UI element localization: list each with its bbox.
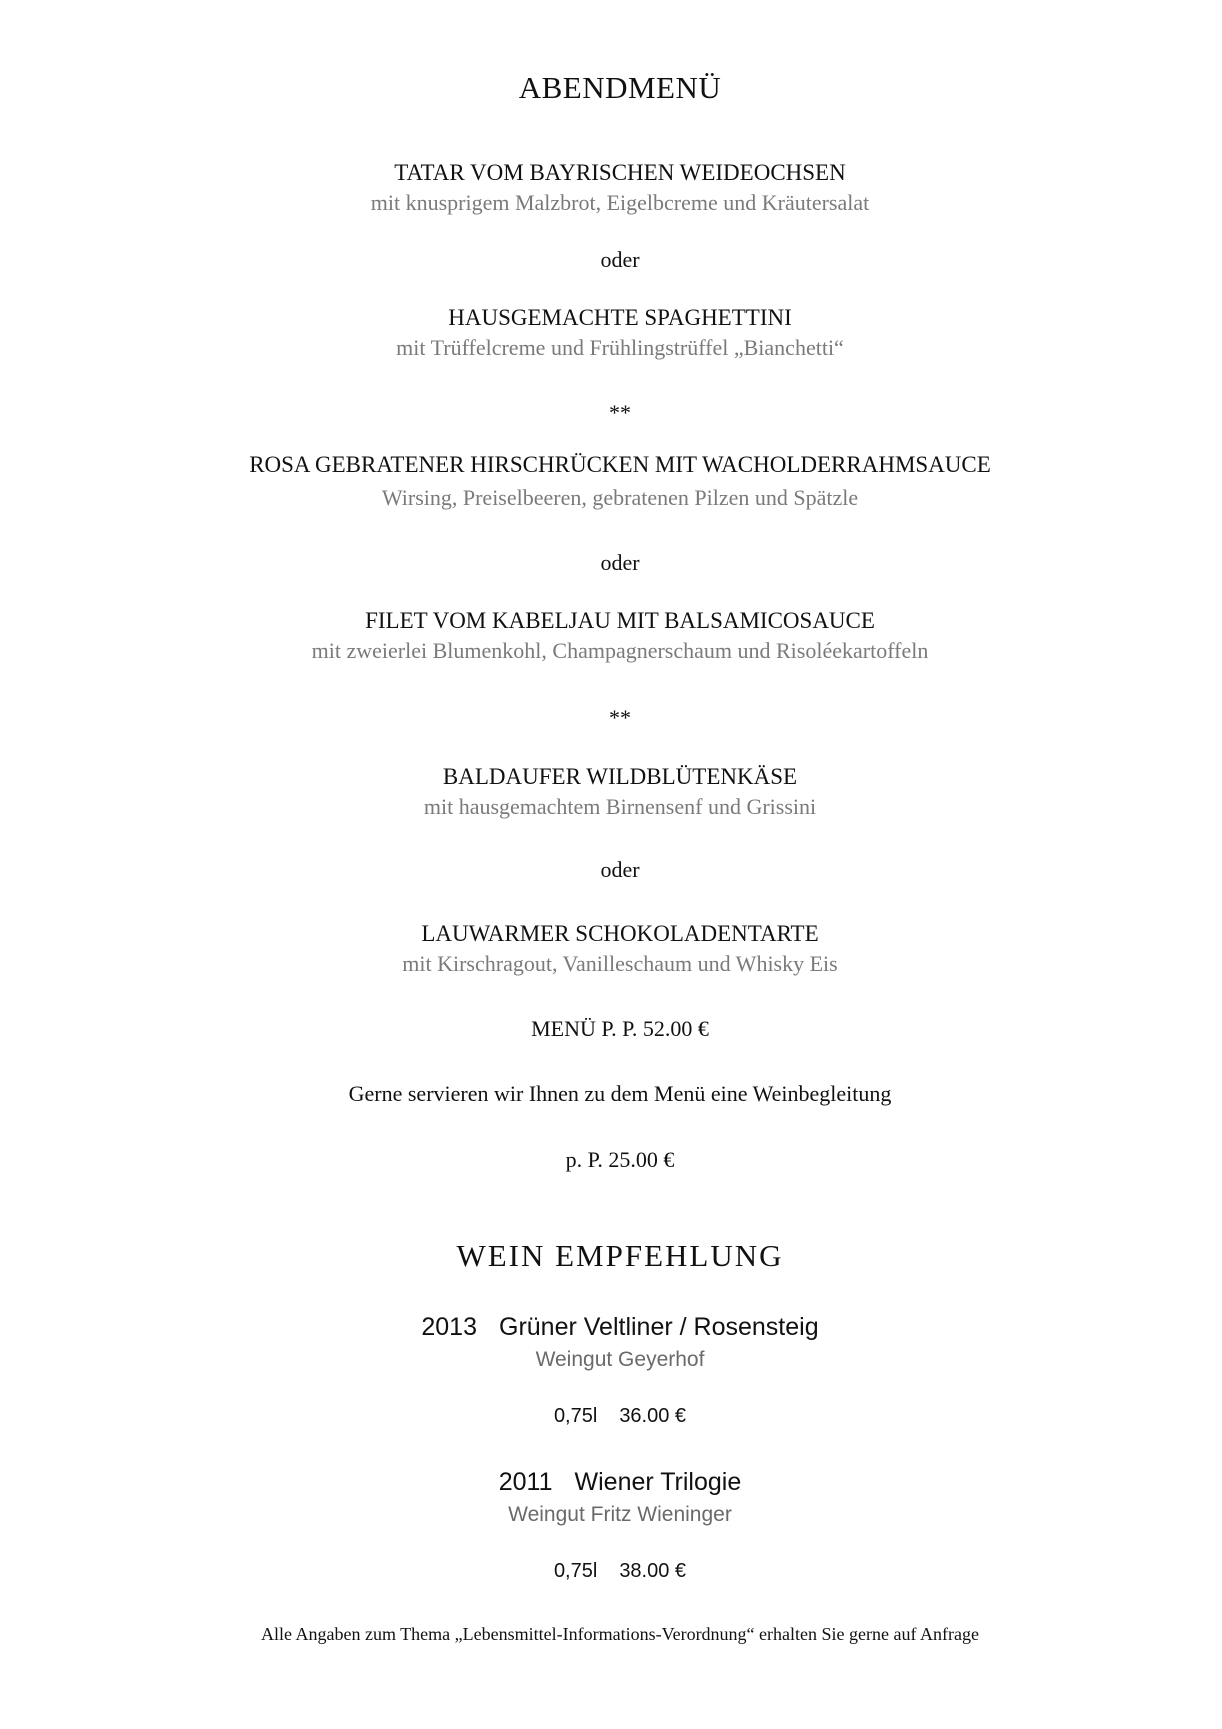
wine-1-volume: 0,75l xyxy=(553,1405,598,1427)
dessert2-name: LAUWARMER SCHOKOLADENTARTE xyxy=(421,921,819,946)
wine-2-price: 38.00 € xyxy=(619,1560,687,1582)
menu-title: ABENDMENÜ xyxy=(518,70,722,105)
wine-2-winery: Weingut Fritz Wieninger xyxy=(508,1503,732,1526)
dessert1-desc: mit hausgemachtem Birnensenf und Grissini xyxy=(423,794,817,819)
dessert2-desc: mit Kirschragout, Vanilleschaum und Whisky Eis xyxy=(402,951,838,976)
main2-desc: mit zweierlei Blumenkohl, Champagnerschaum und Risoléekartoffeln xyxy=(311,638,929,663)
menu-price: MENÜ P. P. 52.00 € xyxy=(531,1016,709,1041)
starter2-desc: mit Trüffelcreme und Frühlingstrüffel „Bianchetti“ xyxy=(396,335,844,360)
main1-desc: Wirsing, Preiselbeeren, gebratenen Pilzen und Spätzle xyxy=(381,485,859,510)
main2-name: FILET VOM KABELJAU MIT BALSAMICOSAUCE xyxy=(365,608,875,633)
wine-2-volume: 0,75l xyxy=(553,1560,598,1582)
course-separator-1: ** xyxy=(609,400,631,425)
dessert1-name: BALDAUFER WILDBLÜTENKÄSE xyxy=(442,764,798,789)
starter2-name: HAUSGEMACHTE SPAGHETTINI xyxy=(448,305,792,330)
wine-2-price-line xyxy=(0,1560,1222,1583)
wine-1-winery: Weingut Geyerhof xyxy=(535,1348,705,1371)
wine-pairing-text: Gerne servieren wir Ihnen zu dem Menü eine Weinbegleitung xyxy=(348,1081,892,1106)
main1-name: ROSA GEBRATENER HIRSCHRÜCKEN MIT WACHOLDERRAHMSAUCE xyxy=(249,452,991,477)
wine-pairing-price: p. P. 25.00 € xyxy=(565,1147,675,1172)
or-separator-1: oder xyxy=(600,247,640,272)
course-separator-2: ** xyxy=(609,705,631,730)
wine-1-year: 2013 xyxy=(421,1313,477,1341)
starter1-desc: mit knusprigem Malzbrot, Eigelbcreme und Kräutersalat xyxy=(370,190,870,215)
wine-1-name: Grüner Veltliner / Rosensteig xyxy=(499,1313,819,1341)
wine-2-name: Wiener Trilogie xyxy=(574,1468,742,1496)
wine-2-title xyxy=(0,1468,1222,1497)
or-separator-2: oder xyxy=(600,550,640,575)
or-separator-3: oder xyxy=(600,857,640,882)
wine-1-price-line xyxy=(0,1405,1222,1428)
wine-1-price: 36.00 € xyxy=(619,1405,687,1427)
starter1-name: TATAR VOM BAYRISCHEN WEIDEOCHSEN xyxy=(394,160,846,185)
wine-1-title xyxy=(0,1313,1222,1342)
wine-recommendation-title: WEIN EMPFEHLUNG xyxy=(456,1238,784,1273)
legal-footer: Alle Angaben zum Thema „Lebensmittel-Informations-Verordnung“ erhalten Sie gerne auf Anfrage xyxy=(261,1624,979,1644)
wine-2-year: 2011 xyxy=(498,1468,553,1496)
